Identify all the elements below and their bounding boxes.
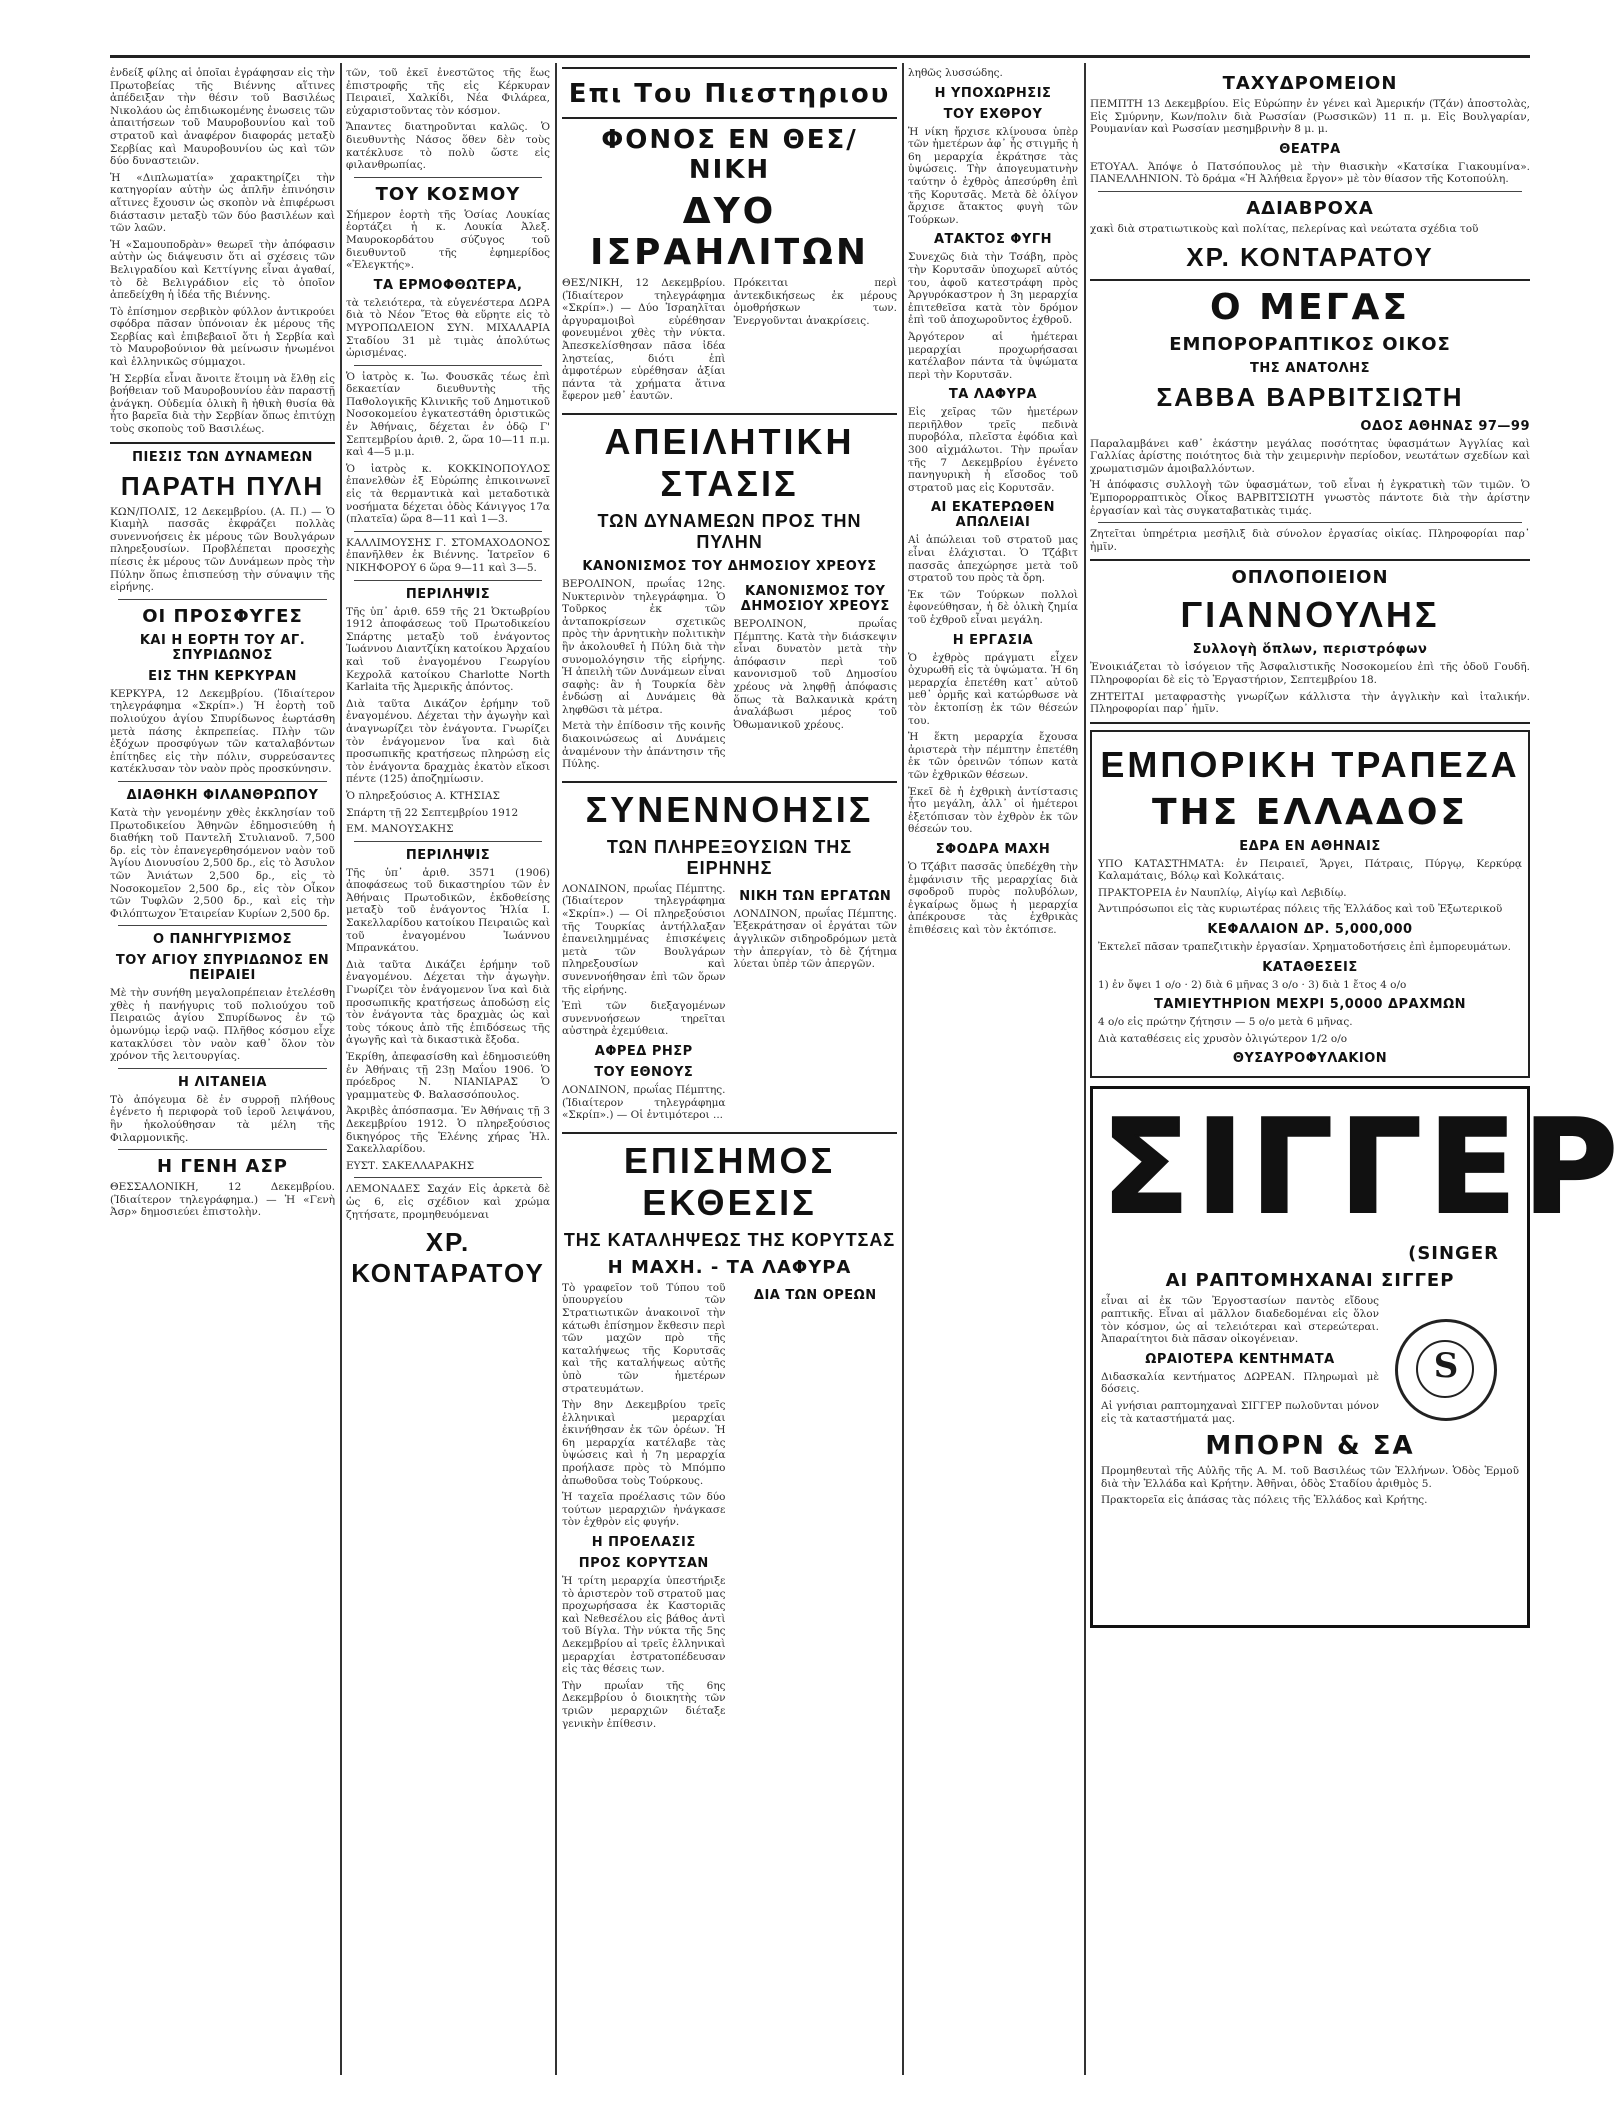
headline: ΠΕΡΙΛΗΨΙΣ <box>405 847 491 863</box>
headline: ΘΕΑΤΡΑ <box>1279 141 1341 157</box>
advert-text: χακὶ διὰ στρατιωτικοὺς καὶ πολίτας, πελερίνας καὶ νεώτατα σχέδια τοῦ <box>1090 222 1479 235</box>
article-text: Ἡ «Σαμουποδρὰν» θεωρεῖ τὴν ἀπόφασιν αὐτὴν ὡς διάψευσιν ὅτι αἱ σχέσεις τῶν Βελιγραδίου καὶ Κεττίγνης εἶναι ἀγαθαί, τὸ δὲ Βελιγράδιον εἰς τὸ ὁποῖον ἀπεδείχθη ἡ ἰδέα τῆς Βιέννης. <box>110 238 335 302</box>
headline: ΔΙΑΘΗΚΗ ΦΙΛΑΝΘΡΩΠΟΥ <box>126 787 319 803</box>
divider <box>118 781 327 782</box>
article-text: ληθῶς λυσσώδης. <box>908 67 1003 79</box>
headline: ΔΥΟ ΙΣΡΑΗΛΙΤΩΝ <box>590 191 869 273</box>
bank-rates: 4 ο/ο εἰς πρώτην ζήτησιν — 5 ο/ο μετὰ 6 μῆνας. <box>1098 1016 1353 1029</box>
advert-text: Παραλαμβάνει καθ᾽ ἑκάστην μεγάλας ποσότητας ὑφασμάτων Ἀγγλίας καὶ Γαλλίας ἀρίστης ποιότητος διὰ τὴν χειμερινὴν περίοδον, νεωτάτων σχεδίων καὶ χρωματισμῶν ἀμοιβαλλόντων. <box>1090 437 1530 475</box>
bank-text: Ἐκτελεῖ πᾶσαν τραπεζιτικὴν ἐργασίαν. Χρηματοδοτήσεις ἐπὶ ἐμπορευμάτων. <box>1098 941 1511 954</box>
signature: Ὁ πληρεξούσιος Α. ΚΤΗΣΙΑΣ <box>346 789 500 802</box>
advert-title: ΤΑ ΕΡΜΟΦΘΩΤΕΡΑ, <box>373 277 523 293</box>
column-rule <box>555 63 557 2075</box>
headline: Ο ΠΑΝΗΓΥΡΙΣΜΟΣ <box>152 932 293 948</box>
headline: Η ΠΡΟΕΛΑΣΙΣ <box>591 1535 696 1551</box>
advert-text: Ὁ ἰατρὸς κ. ΚΟΚΚΙΝΟΠΟΥΛΟΣ ἐπανελθὼν ἐξ Εὐρώπης ἐπικοινωνεῖ εἰς τὰ θερμαντικὰ καὶ μεταδοτικὰ νοσήματα δέχεται ὁδὸς Κάνιγγος 17α (πλατεῖα) ὥρα 8—11 καὶ 1—3. <box>346 462 550 526</box>
divider <box>562 1132 897 1134</box>
column-2 <box>346 67 550 2075</box>
bank-rates: 1) ἐν ὄψει 1 ο/ο · 2) διὰ 6 μῆνας 3 ο/ο · 3) διὰ 1 ἔτος 4 ο/ο <box>1098 978 1407 991</box>
classified-text: ΖΗΤΕΙΤΑΙ μεταφραστὴς γνωρίζων κάλλιστα τὴν ἀγγλικὴν καὶ ἰταλικήν. Πληροφορίαι παρ᾽ ἡμῖν. <box>1090 690 1530 716</box>
singer-tagline: ΑΙ ΡΑΠΤΟΜΗΧΑΝΑΙ ΣΙΓΓΕΡ <box>1165 1270 1455 1292</box>
advert-title: ΧΡ. ΚΟΝΤΑΡΑΤΟΥ <box>1186 241 1434 272</box>
singer-embroidery: ΩΡΑΙΟΤΕΡΑ ΚΕΝΤΗΜΑΤΑ <box>1145 1351 1335 1367</box>
headline: ΣΥΝΕΝΝΟΗΣΙΣ <box>585 788 874 830</box>
bank-savings: ΤΑΜΙΕΥΤΗΡΙΟΝ ΜΕΧΡΙ 5,0000 ΔΡΑΧΜΩΝ <box>1153 997 1467 1013</box>
singer-latin: (SINGER <box>1408 1243 1499 1265</box>
article-text: Ἐκεῖ δὲ ἡ ἐχθρικὴ ἀντίστασις ἦτο μεγάλη, ἀλλ᾽ οἱ ἡμέτεροι ἐξετόπισαν τὸν ἐχθρὸν ἐκ τῶν θέσεών του. <box>908 785 1078 836</box>
article-text: Τὴν 8ην Δεκεμβρίου τρεῖς ἑλληνικαὶ μεραρχίαι ἐκινήθησαν ἐκ τῶν ὀρέων. Ἡ 6η μεραρχία κατέλαβε τὰς ὑψώσεις καὶ ἡ 7η μεραρχία προήλασε πρὸς τὸ Μπόμπο ἀπωθοῦσα τοὺς Τούρκους. <box>562 1399 726 1487</box>
headline: Η ΥΠΟΧΩΡΗΣΙΣ <box>934 85 1052 101</box>
advert-title: ΤΗΣ ΑΝΑΤΟΛΗΣ <box>1250 360 1370 376</box>
article-text: Τὸ γραφεῖον τοῦ Τύπου τοῦ ὑπουργείου τῶν Στρατιωτικῶν ἀνακοινοῖ τὴν κάτωθι ἐπίσημον ἔκθεσιν περὶ τῶν μαχῶν πρὸ τῆς καταλήψεως τῆς Κορυτσᾶς καὶ τῆς καταλήψεως αὐτῆς ὑπὸ τῶν ἡμετέρων στρατευμάτων. <box>562 1281 726 1395</box>
divider <box>118 1068 327 1069</box>
headline: ΝΙΚΗ ΤΩΝ ΕΡΓΑΤΩΝ <box>739 888 892 904</box>
advert-text: τὰ τελειότερα, τὰ εὐγενέστερα ΔΩΡΑ διὰ τὸ Νέον Ἔτος θὰ εὕρητε εἰς τὸ ΜΥΡΟΠΩΛΕΙΟΝ ΣΥΝ. ΜΙΧΑΛΑΡΙΑ Σταδίου 31 μὲ τιμὰς ἀπολύτως ὡρισμένας. <box>346 296 550 360</box>
headline: ΑΠΕΙΛΗΤΙΚΗ ΣΤΑΣΙΣ <box>604 420 855 504</box>
headline: ΤΩΝ ΠΛΗΡΕΞΟΥΣΙΩΝ ΤΗΣ ΕΙΡΗΝΗΣ <box>606 836 853 878</box>
advert-title: ΓΙΑΝΝΟΥΛΗΣ <box>1180 594 1440 636</box>
article-text: Ἐπὶ τῶν διεξαγομένων συνεννοήσεων τηρεῖται αὐστηρὰ ἐχεμύθεια. <box>562 1000 726 1038</box>
advert-title: ΑΔΙΑΒΡΟΧΑ <box>1246 197 1374 219</box>
divider <box>1098 191 1522 192</box>
article-text: Ἀκριβὲς ἀπόσπασμα. Ἐν Ἀθήναις τῇ 3 Δεκεμβρίου 1912. Ὁ πληρεξούσιος δικηγόρος τῆς Ἑλένης χήρας Ἠλ. Σακελλαρίδου. <box>346 1105 550 1156</box>
singer-text: Αἱ γνήσιαι ραπτομηχαναὶ ΣΙΓΓΕΡ πωλοῦνται μόνον εἰς τὰ καταστήματά μας. <box>1101 1400 1379 1425</box>
article-text: Ἡ ἕκτη μεραρχία ἔχουσα ἀριστερὰ τὴν πέμπτην ἐπετέθη ἐκ τῶν ὀρεινῶν τόπων κατὰ τῶν ἐχθρικῶν θέσεων. <box>908 731 1078 781</box>
two-column-block <box>562 277 897 407</box>
article-text: ΛΟΝΔΙΝΟΝ, πρωΐας Πέμπτης. (Ἰδιαίτερον τηλεγράφημα «Σκρίπ».) — Οἱ ἐντιμότεροι ... <box>562 1083 726 1122</box>
divider <box>118 1149 327 1150</box>
article-text: Ἡ «Διπλωματία» χαρακτηρίζει τὴν κατηγορίαν αὐτὴν ὡς ἁπλῆν ἐπινόησιν αἵτινες ἔχουσιν ὡς σκοπὸν νὰ ἐπιφέρωσι διάστασιν μεταξὺ τῶν δύο βασιλέων καὶ τῶν λαῶν. <box>110 171 335 235</box>
singer-logo: ΣΙΓΓΕΡ <box>1101 1091 1624 1244</box>
headline: ΤΟΥ ΕΘΝΟΥΣ <box>594 1064 694 1080</box>
article-text: Ἡ ταχεῖα προέλασις τῶν δύο τούτων μεραρχιῶν ἠνάγκασε τὸν ἐχθρὸν εἰς φυγήν. <box>562 1491 726 1529</box>
headline: ΠΙΕΣΙΣ ΤΩΝ ΔΥΝΑΜΕΩΝ <box>132 449 313 465</box>
bank-text: ΠΡΑΚΤΟΡΕΙΑ ἐν Ναυπλίῳ, Αἰγίῳ καὶ Λεβιδίῳ. <box>1098 886 1347 899</box>
headline: ΚΑΝΟΝΙΣΜΟΣ ΤΟΥ ΔΗΜΟΣΙΟΥ ΧΡΕΟΥΣ <box>582 558 877 574</box>
advert-title: ΣΑΒΒΑ ΒΑΡΒΙΤΣΙΩΤΗ <box>1156 381 1464 412</box>
headline: ΕΠΙΣΗΜΟΣ ΕΚΘΕΣΙΣ <box>623 1139 836 1223</box>
section-banner: Επι Του Πιεστηριου <box>568 79 891 109</box>
headline: ΕΙΣ ΤΗΝ ΚΕΡΚΥΡΑΝ <box>148 668 297 684</box>
divider <box>110 442 335 444</box>
article-text: Σήμερον ἑορτὴ τῆς Ὁσίας Λουκίας ἑορτάζει ἡ κ. Λουκία Ἀλεξ. Μαυροκορδάτου σύζυγος τοῦ διευθυντοῦ τῆς ἐφημερίδος «Ἐλεγκτής». <box>346 208 550 272</box>
article-text: Τῆς ὑπ᾽ ἀριθ. 3571 (1906) ἀποφάσεως τοῦ δικαστηρίου τῶν ἐν Ἀθήναις Πρωτοδικῶν, ἐκδοθείσης μεταξὺ τοῦ ἐνάγοντος Ἠλία Ι. Σακελλαρίδου κατοίκου Πειραιῶς καὶ τοῦ ἐναγομένου Ἰωάννου Μπρανκάτου. <box>346 866 550 955</box>
advert-title: ΕΜΠΟΡΟΡΑΠΤΙΚΟΣ ΟΙΚΟΣ <box>1169 333 1451 355</box>
article-text: ΕΤΟΥΑΛ. Ἀπόψε ὁ Πατσόπουλος μὲ τὴν θιασικὴν «Κατσίκα Γιακουμίνα». ΠΑΝΕΛΛΗΝΙΟΝ. Τὸ δράμα «Ἡ Ἀλήθεια ἔργον» μὲ τὸν θίασον τῆς Κοτοπούλη. <box>1090 160 1530 186</box>
advert-text: Ἡ ἀπόφασις συλλογὴ τῶν ὑφασμάτων, τοῦ εἶναι ἡ ἐγκρατικὴ τῶν τιμῶν. Ὁ Ἐμπορορραπτικὸς Οἶκος ΒΑΡΒΙΤΣΙΩΤΗ γνωστὸς πάντοτε διὰ τὴν ἀρίστην ἐργασίαν καὶ τὰς συγκαταβατικὰς τιμάς. <box>1090 479 1530 517</box>
article-text: Πρόκειται περὶ ἀντεκδικήσεως ἐκ μέρους ὁμοθρήσκων των. Ἐνεργοῦνται ἀνακρίσεις. <box>733 277 897 327</box>
article-text: Τὸ ἀπόγευμα δὲ ἐν συρροῇ πλήθους ἐγένετο ἡ περιφορὰ τοῦ ἱεροῦ λειψάνου, ἣν ἡκολούθησαν τὰ μέλη τῆς Φιλαρμονικῆς. <box>110 1093 335 1144</box>
top-rule <box>110 55 1530 58</box>
article-text: Ἀργότερον αἱ ἡμέτεραι μεραρχίαι προχωρήσασαι κατέλαβον πάντα τὰ ὑψώματα περὶ τὴν Κορυτσᾶν. <box>908 330 1078 381</box>
headline: ΔΙΑ ΤΩΝ ΟΡΕΩΝ <box>753 1287 877 1303</box>
article-text: Εἰς χεῖρας τῶν ἡμετέρων περιῆλθον τρεῖς πεδινὰ πυροβόλα, πλεῖστα ἐφόδια καὶ 300 αἰχμάλωτοι. Τὴν πρωΐαν τῆς 7 Δεκεμβρίου ἐγένετο πανηγυρικὴ ἡ εἴσοδος τοῦ στρατοῦ μας εἰς Κορυτσᾶν. <box>908 406 1078 494</box>
headline: ΠΕΡΙΛΗΨΙΣ <box>405 586 491 602</box>
article-text: Διὰ ταῦτα Δικάζον ἐρήμην τοῦ ἐναγομένου. Δέχεται τὴν ἀγωγὴν καὶ ἀναγνωρίζει τὸν ἐνάγοντα. Γνωρίζει τὸν ἐνάγομενον ἵνα καὶ διὰ προσωπικῆς κρατήσεως πληρώσῃ εἰς τὸν ἐνάγοντα δραχμὰς ἑκατὸν εἴκοσι πέντε (125) ἀποζημίωσιν. <box>346 697 550 786</box>
headline: ΤΑΧΥΔΡΟΜΕΙΟΝ <box>1222 73 1398 94</box>
advert-text: ΚΑΛΛΙΜΟΥΣΗΣ Γ. ΣΤΟΜΑΧΟΔΟΝΟΣ ἐπανῆλθεν ἐκ Βιέννης. Ἰατρεῖον 6 ΝΙΚΗΦΟΡΟΥ 6 ὥρα 9—11 καὶ 3—5. <box>346 536 550 574</box>
dateline: Σπάρτη τῇ 22 Σεπτεμβρίου 1912 <box>346 806 519 819</box>
article-text: ΘΕΣΣΑΛΟΝΙΚΗ, 12 Δεκεμβρίου. (Ἰδιαίτερον τηλεγράφημα.) — Ἡ «Γενὴ Ἀσρ» δημοσιεύει ἐπιστολὴν. <box>110 1181 335 1219</box>
column-1 <box>110 67 335 2075</box>
advert-address: ΟΔΟΣ ΑΘΗΝΑΣ 97—99 <box>1360 418 1530 434</box>
article-text: Ὁ ἰατρὸς κ. Ἰω. Φουσκᾶς τέως ἐπὶ δεκαετίαν διευθυντὴς τῆς Παθολογικῆς Κλινικῆς τοῦ Δημοτικοῦ Νοσοκομείου ἐγκατεστάθη ὁριστικῶς ἐν Ἀθήναις, δέχεται ἐν ὁδῷ Γ' Σεπτεμβρίου ἀριθ. 2, ὥρα 10—11 π.μ. καὶ 4—5 μ.μ. <box>346 370 550 459</box>
section-banner-band <box>562 67 897 119</box>
classified-text: Ἐνοικιάζεται τὸ ἰσόγειον τῆς Ἀσφαλιστικῆς Νοσοκομείου ἐπὶ τῆς ὁδοῦ Γουδῆ. Πληροφορίαι δὲ εἰς τὸ Ἐργαστήριον, Σεπτεμβρίου 18. <box>1090 661 1530 686</box>
headline: ΑΤΑΚΤΟΣ ΦΥΓΗ <box>933 232 1053 248</box>
headline: ΤΟΥ ΕΧΘΡΟΥ <box>943 106 1043 122</box>
divider <box>118 925 327 926</box>
bank-rates: Διὰ καταθέσεις εἰς χρυσὸν ὀλιγώτερον 1/2 ο/ο <box>1098 1032 1348 1045</box>
article-text: Ὁ ἐχθρὸς πράγματι εἶχεν ὀχυρωθῆ εἰς τὰ ὑψώματα. Ἡ 6η μεραρχία ἐπετέθη κατ᾽ αὐτοῦ μεθ᾽ ὁρμῆς καὶ κατώρθωσε νὰ τὸν ἐκτοπίσῃ ἐκ τῶν θέσεών του. <box>908 651 1078 727</box>
divider <box>1090 279 1530 281</box>
bank-name: ΤΗΣ ΕΛΛΑΔΟΣ <box>1151 791 1469 833</box>
two-column-block <box>562 1282 897 1734</box>
column-rule <box>902 63 904 2075</box>
bank-vault: ΘΥΣΑΥΡΟΦΥΛΑΚΙΟΝ <box>1232 1051 1388 1067</box>
article-text: Ἡ νίκη ἤρχισε κλίνουσα ὑπὲρ τῶν ἡμετέρων ἀφ᾽ ἧς στιγμῆς ἡ 6η μεραρχία ἐκράτησε τὰς ὑψώσεις. Τὴν ἀπογευματινὴν ταύτην ὁ ἐχθρὸς ἀπεσύρθη ἐπὶ τῆς Κορυτσᾶς. Μετὰ δὲ ὀλίγον ἄρχισε ἄτακτος φυγὴ τῶν Τούρκων. <box>908 125 1078 226</box>
headline: ΟΙ ΠΡΟΣΦΥΓΕΣ <box>142 605 303 627</box>
headline: ΚΑΙ Η ΕΟΡΤΗ ΤΟΥ ΑΓ. ΣΠΥΡΙΔΩΝΟΣ <box>139 632 306 663</box>
article-text: ΠΕΜΠΤΗ 13 Δεκεμβρίου. Εἰς Εὐρώπην ἐν γένει καὶ Ἀμερικήν (Τζάν) ἀποστολὰς, Εἰς Σμύρνην, Κων/πολιν διὰ Ρωσσίαν (Ρωσσικῶν) 11 π. μ. Εἰς Βουλγαρίαν, Ρουμανίαν καὶ Ρωσσίαν μεσημβρινὴν 8 μ. μ. <box>1090 98 1530 136</box>
divider <box>562 781 897 783</box>
article-text: ΛΟΝΔΙΝΟΝ, πρωΐας Πέμπτης. Ἐξεκράτησαν οἱ ἐργάται τῶν ἀγγλικῶν σιδηροδρόμων μετὰ τὴν ἀπεργίαν, τὸ δὲ ζήτημα λύεται ὑπὲρ τῶν ἀπεργῶν. <box>733 907 897 971</box>
signature: ΕΜ. ΜΑΝΟΥΣΑΚΗΣ <box>346 823 454 836</box>
article-text: Διὰ ταῦτα Δικάζει ἐρήμην τοῦ ἐναγομένου. Δέχεται τὴν ἀγωγὴν. Γνωρίζει τὸν ἐνάγομενον ἵνα καὶ διὰ προσωπικῆς κρατήσεως ἀποδώσῃ εἰς τὸν ἐνάγοντα τὰς δραχμὰς ὡς καὶ τοὺς τόκους ἀπὸ τῆς ἐπιδόσεως τῆς ἀγωγῆς καὶ τὰ δικαστικὰ ἔξοδα. <box>346 958 550 1047</box>
article-text: ΚΕΡΚΥΡΑ, 12 Δεκεμβρίου. (Ἰδιαίτερον τηλεγράφημα «Σκρίπ».) Ἡ ἑορτὴ τοῦ πολιούχου ἁγίου Σπυρίδωνος ἑωρτάσθη μετὰ πάσης ἐκπρεπείας. Πλὴν τῶν ἐξόχων προσφύγων τῶν καταλαβόντων ἐπίτηδες εἰς τὴν πόλιν, συρρεύσαντες κατέκλυσαν τὸν ναὸν πρὸς προσκύνησιν. <box>110 687 335 776</box>
seal-letter: S <box>1433 1346 1459 1387</box>
divider <box>1090 559 1530 561</box>
advert-title: Ο ΜΕΓΑΣ <box>1210 286 1410 328</box>
headline: ΑΙ ΕΚΑΤΕΡΩΘΕΝ ΑΠΩΛΕΙΑΙ <box>930 500 1056 531</box>
article-text: Ἡ Σερβία εἶναι ἄνοιτε ἕτοιμη νὰ ἔλθῃ εἰς βοήθειαν τοῦ Μαυροβουνίου ἐὰν παραστῇ ἀνάγκη. Οὐδεμία ὁλικὴ ἢ ἠθικὴ θυσία θὰ ἦτο βαρεῖα διὰ τὴν Σερβίαν ὅπως ἐπιτύχῃ τοὺς σκοποὺς τοῦ Βασιλέως. <box>110 372 335 436</box>
article-text: Τῆς ὑπ᾽ ἀριθ. 659 τῆς 21 Ὀκτωβρίου 1912 ἀποφάσεως τοῦ Πρωτοδικείου Σπάρτης μεταξὺ τοῦ ἐνάγοντος Ἰωάννου Διαντζίκη κατοίκου Ἀρχαίου καὶ τοῦ ἐναγομένου Γεωργίου Κεχρολᾶ κατοίκου Charlotte North Karlaita τῆς Ἀμερικῆς ἀπόντος. <box>346 605 550 694</box>
article-text: Ὁ Τζάβιτ πασσᾶς ὑπεδέχθη τὴν ἐμφάνισιν τῆς μεραρχίας διὰ σφοδροῦ πυρὸς πολυβόλων, ἐγκαίρως ὅμως ἡ μεραρχία ἀπέκρουσε τὰς ἐχθρικὰς ἐπιθέσεις καὶ τὸν ἐκτόπισε. <box>908 860 1078 936</box>
headline: ΤΟΥ ΚΟΣΜΟΥ <box>375 183 521 205</box>
headline: ΤΩΝ ΔΥΝΑΜΕΩΝ ΠΡΟΣ ΤΗΝ ΠΥΛΗΝ <box>597 510 862 552</box>
two-column-block <box>562 883 897 1126</box>
column-rule <box>340 63 342 2075</box>
headline: ΠΑΡΑΤΗ ΠΥΛΗ <box>120 470 325 501</box>
singer-seal-icon <box>1395 1319 1497 1421</box>
headline: ΤΟΥ ΑΓΙΟΥ ΣΠΥΡΙΔΩΝΟΣ ΕΝ ΠΕΙΡΑΙΕΙ <box>115 953 330 984</box>
article-text: ΒΕΡΟΛΙΝΟΝ, πρωΐας Πέμπτης. Κατὰ τὴν διάσκεψιν εἶναι δυνατὸν μετὰ τὴν ἀπόφασιν περὶ τοῦ κανονισμοῦ τοῦ Δημοσίου χρέους νὰ ληφθῇ ἀπόφασις ὅπως τὰ Βαλκανικὰ κράτη ἀναλάβωσι μέρος τοῦ Ὀθωμανικοῦ χρέους. <box>733 617 897 731</box>
article-text: Μὲ τὴν συνήθη μεγαλοπρέπειαν ἐτελέσθη χθὲς ἡ πανήγυρις τοῦ πολιούχου τοῦ Πειραιῶς ἁγίου Σπυρίδωνος ἐν τῷ ὁμωνύμῳ ἱερῷ ναῷ. Πλῆθος κόσμου εἶχε κατακλύσει τὸν ναὸν καθ᾽ ὅλον τὸν χρόνον τῆς λειτουργίας. <box>110 987 335 1063</box>
divider <box>354 531 542 532</box>
bank-deposits-title: ΚΑΤΑΘΕΣΕΙΣ <box>1262 959 1358 975</box>
singer-text: εἶναι αἱ ἐκ τῶν Ἐργοστασίων παντὸς εἴδους ραπτικῆς. Εἶναι αἱ μᾶλλον διαδεδομέναι εἰς ὅλον τὸν κόσμον, ὡς αἱ τελειότεραι καὶ στερεώτεραι. Ἀπαραίτητοι διὰ πᾶσαν οἰκογένειαν. <box>1101 1295 1379 1346</box>
column-rule <box>1084 63 1086 2075</box>
singer-text: Πρακτορεῖα εἰς ἁπάσας τὰς πόλεις τῆς Ἑλλάδος καὶ Κρήτης. <box>1101 1494 1428 1507</box>
classified-text: Ζητεῖται ὑπηρέτρια μεσῆλιξ διὰ σύνολον ἐργασίας οἰκίας. Πληροφορίαι παρ᾽ ἡμῖν. <box>1090 528 1530 553</box>
article-text: ΚΩΝ/ΠΟΛΙΣ, 12 Δεκεμβρίου. (Α. Π.) — Ὁ Κιαμὴλ πασσᾶς ἐκφράζει πολλὰς συνεννοήσεις ἐκ μέρους τῶν Βουλγάρων πληρεξουσίων. Προβλέπεται προσεχὴς πίεσις ἐκ μέρους τῶν Δυνάμεων πρὸς τὴν Πύλην ὅπως ἐπισπεύσῃ τὴν σύναψιν τῆς εἰρήνης. <box>110 505 335 594</box>
article-text: Ἐκ τῶν Τούρκων πολλοὶ ἐφονεύθησαν, ἡ δὲ ὁλικὴ ζημία τοῦ ἐχθροῦ εἶναι μεγάλη. <box>908 588 1078 626</box>
headline: Η ΕΡΓΑΣΙΑ <box>952 632 1034 648</box>
column-4 <box>908 67 1078 2075</box>
divider <box>562 413 897 415</box>
article-text: Συνεχῶς διὰ τὴν Τσάβη, πρὸς τὴν Κορυτσᾶν ὑποχωρεῖ αὐτός του, ἀφοῦ κατεστράφη πρὸς Ἀργυρόκαστρον ἡ 3η μεραρχία ἐπιτεθεῖσα κατὰ τὸν δρόμον ἐπὶ τοῦ ἀποχωροῦντος ἐχθροῦ. <box>908 251 1078 327</box>
two-column-block <box>562 578 897 775</box>
article-text: ΛΟΝΔΙΝΟΝ, πρωΐας Πέμπτης. (Ἰδιαίτερον τηλεγράφημα «Σκρίπ».) — Οἱ πληρεξούσιοι τῆς Τουρκίας ἀντήλλαξαν ἐπανειλημμένας ἐπισκέψεις μετὰ τῶν Βουλγάρων πληρεξουσίων καὶ συνεννοήθησαν ἐπὶ τῶν ὅρων τῆς εἰρήνης. <box>562 882 726 996</box>
newspaper-page <box>110 55 1624 2075</box>
headline: Η ΜΑΧΗ. - ΤΑ ΛΑΦΥΡΑ <box>607 1256 852 1278</box>
article-text: Τὴν πρωΐαν τῆς 6ης Δεκεμβρίου ὁ διοικητὴς τῶν τριῶν μεραρχιῶν διέταξε γενικὴν ἐπίθεσιν. <box>562 1679 726 1730</box>
headline: ΦΟΝΟΣ ΕΝ ΘΕΣ/ΝΙΚΗ <box>601 125 858 185</box>
divider <box>1090 722 1530 724</box>
divider <box>354 365 542 366</box>
advert-title: Συλλογὴ ὅπλων, περιστρόφων <box>1192 642 1428 658</box>
headline: Η ΓΕΝΗ ΑΣΡ <box>157 1156 288 1178</box>
singer-advert <box>1090 1086 1624 1628</box>
article-text: Ἡ τρίτη μεραρχία ὑπεστήριξε τὸ ἀριστερὸν τοῦ στρατοῦ μας προχωρήσασα ἐκ Καστοριᾶς καὶ Νεθεσέλου εἰς βάθος ἀντὶ τοῦ Βίγλα. Τὴν νύκτα τῆς 5ης Δεκεμβρίου αἱ τρεῖς ἑλληνικαὶ μεραρχίαι ἐστρατοπέδευσαν εἰς τὰς θέσεις των. <box>562 1575 726 1676</box>
article-text: Ἐκρίθη, ἀπεφασίσθη καὶ ἐδημοσιεύθη ἐν Ἀθήναις τῇ 23ῃ Μαΐου 1906. Ὁ πρόεδρος Ν. ΝΙΑΝΙΑΡΑΣ Ὁ γραμματεὺς Φ. Βαλασσόπουλος. <box>346 1051 550 1101</box>
singer-text: Διδασκαλία κεντήματος ΔΩΡΕΑΝ. Πληρωμαὶ μὲ δόσεις. <box>1101 1370 1379 1396</box>
headline: ΠΡΟΣ ΚΟΡΥΤΣΑΝ <box>578 1556 709 1572</box>
article-text: Ἄπαντες διατηροῦνται καλῶς. Ὁ διευθυντὴς Νάσος ὅθεν δὲν τοὺς κατέκλυσε τὸ πολὺ ὥστε εἰς φιλανθρωπίας. <box>346 121 550 172</box>
divider <box>354 580 542 581</box>
article-text: ΒΕΡΟΛΙΝΟΝ, πρωΐας 12ης. Νυκτερινὸν τηλεγράφημα. Ὁ Τοῦρκος ἐκ τῶν ἀνταποκρίσεων σχετικῶς πρὸς τὴν ἀρνητικὴν πολιτικὴν ἣν ἀκολουθεῖ ἡ Πύλη διὰ τὴν συνομολόγησιν τῆς εἰρήνης. Ἡ ἀπειλὴ τῶν Δυνάμεων εἶναι σαφὴς: ἂν ἡ Τουρκία δὲν ἐνδώσῃ αἱ Δυνάμεις θὰ ληφθῶσι τὰ μέτρα. <box>562 577 726 716</box>
bank-advert <box>1090 730 1530 1079</box>
advert-text: ΛΕΜΟΝΑΔΕΣ Σαχάν Εἰς ἀρκετὰ δὲ ὡς 6, εἰς σχέδιον καὶ χρώμα ζητήσατε, προμηθευόμεναι <box>346 1183 550 1221</box>
bank-name: ΕΜΠΟΡΙΚΗ ΤΡΑΠΕΖΑ <box>1100 743 1520 785</box>
headline: ΤΑ ΛΑΦΥΡΑ <box>948 387 1038 403</box>
headline: ΚΑΝΟΝΙΣΜΟΣ ΤΟΥ ΔΗΜΟΣΙΟΥ ΧΡΕΟΥΣ <box>740 583 890 614</box>
article-text: ΘΕΣ/ΝΙΚΗ, 12 Δεκεμβρίου. (Ἰδιαίτερον τηλεγράφημα «Σκρίπ».) — Δύο Ἰσραηλῖται ἀργυραμοιβοὶ εὑρέθησαν φονευμένοι χθὲς τὴν νύκτα. Ἀπεσκελίσθησαν πᾶσα ἰδέα ληστείας, διότι ἐπὶ ἀμφοτέρων εὑρέθησαν ἀξίαι πάντα τὰ χρήματα ἅτινα ἔφερον μεθ᾽ ἑαυτῶν. <box>562 277 726 403</box>
article-text: Κατὰ τὴν γενομένην χθὲς ἐκκλησίαν τοῦ Πρωτοδικείου Ἀθηνῶν ἐδημοσιεύθη ἡ διαθήκη τοῦ Παντελῆ Στυλιανοῦ. 7,500 δρ. εἰς τὸν ἐπανεγερθησόμενον ναὸν τοῦ Ἁγίου Διονυσίου 2,500 δρ., εἰς τὸ Ἀσυλον τῶν Ἀνιάτων 2,500 δρ., εἰς τὸ Νοσοκομεῖον 2,500 δρ., εἰς τὸν Οἶκον τῶν Τυφλῶν 2,500 δρ., καὶ εἰς τὴν Φιλόπτωχον Ἑταιρείαν Κυρίων 2,500 δρ. <box>110 806 335 920</box>
divider <box>354 1177 542 1178</box>
article-text: τῶν, τοῦ ἐκεῖ ἐνεστῶτος τῆς ἕως ἐπιστροφῆς τῆς εἰς Κέρκυραν Πειραιεῖ, Χαλκίδι, Νέα Φιλάρεα, εὐχαριστοῦντας τὸν κόσμον. <box>346 67 550 117</box>
headline: ΤΗΣ ΚΑΤΑΛΗΨΕΩΣ ΤΗΣ ΚΟΡΥΤΣΑΣ <box>563 1229 896 1250</box>
article-text: ἐνδείξ φίλης αἱ ὁποῖαι ἐγράφησαν εἰς τὴν Πρωτοβείας τῆς Βιέννης αἵτινες ἀπέδειξαν τὴν θέσιν τοῦ Βασιλέως Νικολάου ὡς ἐπιδιωκομένης ἐνωσεις τῶν ἀπαιτήσεων τοῦ Μαυροβουνίου καὶ τοῦ στρατοῦ καὶ ἀναφέρον διαφοράς μεταξὺ Σερβίας καὶ Μαυροβουνίου ὡς καὶ τῶν δύο δυναστειῶν. <box>110 67 335 168</box>
headline: ΑΦΡΕΔ ΡΗΣΡ <box>594 1043 693 1059</box>
divider <box>1098 522 1522 523</box>
column-5 <box>1090 67 1624 2075</box>
divider <box>354 841 542 842</box>
advert-title: ΟΠΛΟΠΟΙΕΙΟΝ <box>1231 567 1389 589</box>
article-text: Μετὰ τὴν ἐπίδοσιν τῆς κοινῆς διακοινώσεως αἱ Δυνάμεις ἀναμένουν τὴν ἀπάντησιν τῆς Πύλης. <box>562 720 726 771</box>
singer-text: Προμηθευταὶ τῆς Αὐλῆς τῆς Α. Μ. τοῦ Βασιλέως τῶν Ἑλλήνων. Ὁδὸς Ἑρμοῦ διὰ τὴν Ἑλλάδα καὶ Κρήτην. Ἀθῆναι, ὁδὸς Σταδίου ἀριθμὸς 5. <box>1101 1465 1519 1490</box>
headline: ΣΦΟΔΡΑ ΜΑΧΗ <box>935 841 1051 857</box>
article-text: Αἱ ἀπώλειαι τοῦ στρατοῦ μας εἶναι ἐλάχισται. Ὁ Τζάβιτ πασσᾶς ἀπεχώρησε μετὰ τοῦ στρατοῦ του πρὸς τὰ ὄρη. <box>908 534 1078 585</box>
headline: Η ΛΙΤΑΝΕΙΑ <box>178 1074 267 1090</box>
advert-title: ΧΡ. ΚΟΝΤΑΡΑΤΟΥ <box>351 1227 545 1289</box>
divider <box>118 599 327 600</box>
column-3 <box>562 67 897 2075</box>
agent-name: ΜΠΟΡΝ & ΣΑ <box>1205 1431 1415 1462</box>
bank-text: Ἀντιπρόσωποι εἰς τὰς κυριωτέρας πόλεις τῆς Ἑλλάδος καὶ τοῦ Ἐξωτερικοῦ <box>1098 903 1503 916</box>
article-text: Τὸ ἐπίσημον σερβικὸν φύλλον ἀντικρούει σφόδρα πᾶσαν ὑπόνοιαν ἐκ μέρους τῆς Σερβίας καὶ ἐπιβεβαιοῖ ὅτι ἡ Σερβία καὶ τὸ Μαυροβούνιον θὰ μείνωσιν ἡνωμένοι καὶ ἑλληνικῶς σύμμαχοι. <box>110 305 335 369</box>
signature: ΕΥΣΤ. ΣΑΚΕΛΛΑΡΑΚΗΣ <box>346 1159 475 1172</box>
bank-capital: ΚΕΦΑΛΑΙΟΝ ΔΡ. 5,000,000 <box>1207 922 1413 938</box>
divider <box>354 177 542 178</box>
bank-seat: ΕΔΡΑ ΕΝ ΑΘΗΝΑΙΣ <box>1239 838 1381 854</box>
bank-text: ΥΠΟ ΚΑΤΑΣΤΗΜΑΤΑ: ἐν Πειραιεῖ, Ἄργει, Πάτραις, Πύργῳ, Κερκύρᾳ Καλαμάταις, Βόλῳ καὶ Κολκάταις. <box>1098 857 1522 883</box>
